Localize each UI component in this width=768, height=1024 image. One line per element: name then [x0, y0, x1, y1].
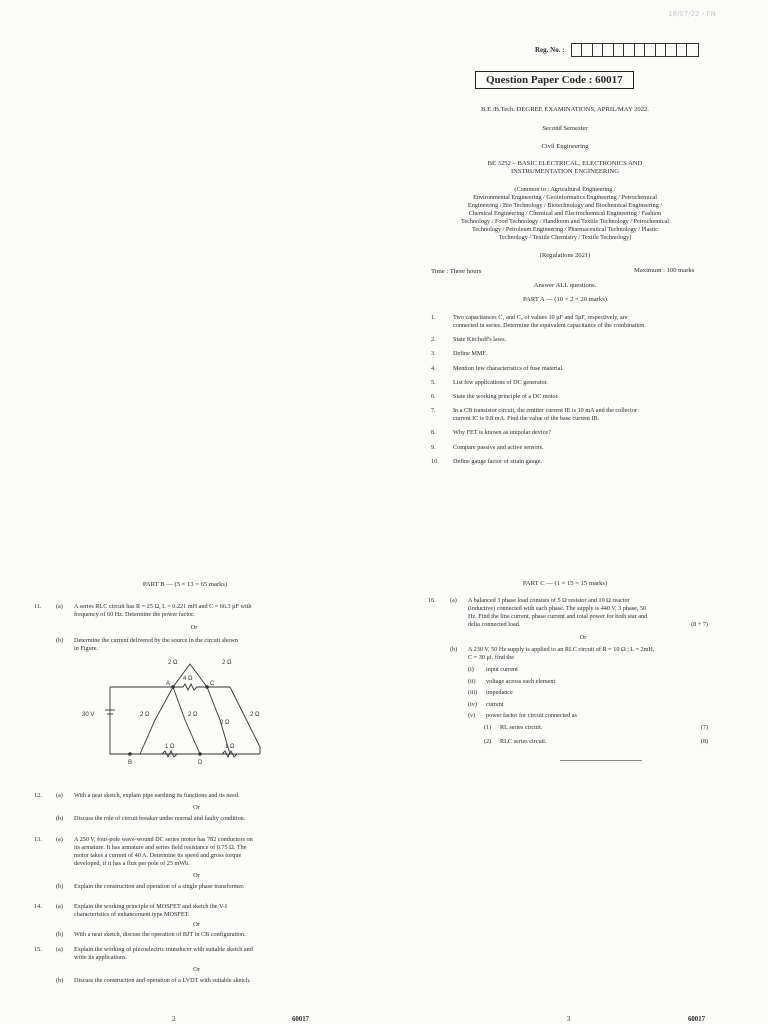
question-sub: (b) — [450, 646, 458, 653]
question-7 — [431, 407, 711, 423]
question-line: With a neat sketch, explain pipe earthing its functions and its need. — [74, 792, 240, 799]
sub-item-text: input current — [486, 666, 518, 673]
subject-line-1: BE 3252 – BASIC ELECTRICAL, ELECTRONICS AND — [487, 160, 643, 167]
or-separator: Or — [193, 804, 200, 811]
part-a-questions — [431, 314, 711, 472]
question-text — [453, 407, 711, 423]
question-line: frequency of 60 Hz. Determine the power factor. — [74, 611, 195, 618]
sub-sub-item-number: (2) — [484, 737, 492, 745]
reg-no-digit-box[interactable] — [687, 44, 698, 56]
r-mid-label: 4 Ω — [183, 676, 193, 682]
r-center-left-label: 2 Ω — [188, 712, 198, 718]
paper-code-right: 60017 — [688, 1016, 705, 1023]
label-c: C — [210, 681, 215, 687]
question-text — [453, 379, 711, 387]
question-line: delta connected load. — [468, 621, 521, 628]
question-4 — [431, 365, 711, 373]
r-top-right-label: 2 Ω — [222, 660, 232, 666]
question-15b — [34, 977, 329, 985]
question-sub: (a) — [56, 836, 63, 843]
question-text — [74, 977, 329, 985]
branch: Civil Engineering — [541, 143, 589, 150]
part-a-heading: PART A — (10 × 2 = 20 marks) — [523, 296, 607, 303]
node-a — [171, 685, 175, 689]
part-c-questions — [428, 597, 708, 761]
reg-no-field[interactable] — [535, 43, 699, 57]
question-line: Explain the construction and operation of a single phase transformer. — [74, 883, 245, 890]
reg-no-digit-box[interactable] — [624, 44, 635, 56]
question-sub: (b) — [56, 637, 64, 644]
question-text — [74, 903, 329, 919]
question-text — [74, 836, 329, 868]
question-number: 5. — [431, 378, 436, 386]
reg-no-digit-box[interactable] — [582, 44, 593, 56]
part-b-heading: PART B — (5 × 13 = 65 marks) — [142, 581, 228, 588]
question-text — [453, 365, 711, 373]
sub-item-text: current — [486, 700, 504, 708]
question-text — [74, 883, 329, 891]
question-line: In a CB transistor circuit, the emitter current IE is 10 mA and the collector — [453, 407, 638, 415]
question-number: 12. — [34, 792, 42, 799]
question-line: developed, if it has a flux per pole of 25 mWb. — [74, 860, 190, 867]
question-line: Hz. Find the line current, phase current and total power for both star and — [468, 613, 648, 620]
question-paper-code: Question Paper Code : 60017 — [475, 71, 634, 89]
or-separator: Or — [190, 624, 198, 631]
sub-sub-item-text: RL series circuit. — [500, 723, 543, 731]
question-9 — [431, 444, 711, 452]
regulations: (Regulations 2021) — [539, 252, 591, 259]
question-13a — [34, 836, 329, 868]
question-line: With a neat sketch, discuss the operation of BJT in CB configuration. — [74, 931, 246, 938]
common-line: Technology / Petroleum Engineering / Pharmaceutical Technology / Plastic — [472, 226, 658, 233]
question-text — [453, 314, 711, 330]
question-text — [74, 946, 329, 962]
question-number: 16. — [428, 597, 436, 604]
question-sub: (a) — [56, 792, 63, 799]
question-11a — [34, 603, 324, 619]
question-text — [453, 429, 711, 437]
question-line: Explain the working principle of MOSFET and sketch the V-I — [74, 903, 228, 910]
question-line: Mention few characteristics of fuse material. — [453, 364, 564, 372]
question-line: State Kirchoff's laws. — [453, 336, 507, 344]
page-number-right: 3 — [567, 1016, 571, 1023]
common-line: Technology / Textile Chemistry / Textile Technology) — [498, 234, 632, 241]
question-16a — [428, 597, 708, 629]
question-number: 8. — [431, 429, 436, 437]
question-number: 11. — [34, 603, 42, 610]
sub-sub-item — [484, 738, 708, 746]
subject-line-2: INSTRUMENTATION ENGINEERING — [510, 168, 620, 175]
common-line: Chemical Engineering / Chemical and Electrochemical Engineering / Fashion — [468, 210, 662, 217]
question-text — [453, 350, 711, 358]
or-separator: Or — [193, 966, 200, 973]
question-6 — [431, 393, 711, 401]
r-center-right-label: 2 Ω — [220, 720, 230, 726]
resistor-4ohm — [173, 684, 207, 690]
question-line: C = 30 μf. find the — [468, 654, 514, 661]
node-c — [205, 685, 209, 689]
question-line: List few applications of DC generator. — [453, 378, 548, 386]
question-13b — [34, 883, 329, 891]
question-line: Why FET is known as unipolar device? — [453, 429, 551, 437]
reg-no-digit-box[interactable] — [603, 44, 614, 56]
sub-item-number: (iv) — [468, 700, 477, 708]
question-line: characteristics of enhancement type MOSFET. — [74, 911, 190, 918]
wire-left — [110, 687, 130, 754]
sub-sub-item-number: (1) — [484, 723, 492, 731]
question-line: write its applications. — [74, 954, 128, 961]
part-b-questions-cont — [34, 792, 329, 985]
question-line: its armature. It has armature and series field resistance of 0.75 Ω. The — [74, 844, 247, 851]
sub-items — [468, 666, 708, 720]
question-line: connected in series. Determine the equivalent capacitance of the combination. — [453, 322, 646, 329]
question-sub: (a) — [56, 903, 63, 910]
question-text — [453, 458, 711, 466]
question-number: 6. — [431, 392, 436, 400]
question-1 — [431, 314, 711, 330]
question-sub: (b) — [56, 815, 64, 822]
sub-item — [468, 666, 708, 674]
question-sub: (a) — [56, 946, 63, 953]
question-text — [74, 792, 329, 800]
paper-code-left: 60017 — [292, 1016, 309, 1023]
circuit-diagram — [70, 652, 280, 782]
question-line-with-marks — [468, 621, 708, 629]
question-text — [74, 603, 324, 619]
question-line: Determine the current delivered by the source in the circuit shown — [74, 637, 238, 644]
question-line: State the working principle of a DC motor. — [453, 392, 559, 400]
sub-sub-item-text: RLC series circuit. — [500, 737, 547, 745]
question-line: A series RLC circuit has R = 25 Ω, L = 0.221 mH and C = 66.3 μF with — [74, 603, 252, 610]
sub-sub-item — [484, 724, 708, 732]
question-text — [453, 336, 711, 344]
sub-item-text: impedance — [486, 689, 513, 697]
wire-right-diag — [230, 687, 260, 754]
question-text — [74, 931, 329, 939]
question-number: 14. — [34, 903, 42, 910]
sub-item-number: (i) — [468, 666, 474, 673]
question-text — [453, 393, 711, 401]
question-number: 13. — [34, 836, 42, 843]
question-line: in Figure. — [74, 645, 99, 652]
question-line: (inductive) connected with each phase. The supply is 440 V, 3 phase, 50 — [468, 605, 647, 612]
handwritten-date: 18/07/22 - FN — [668, 10, 716, 18]
reg-no-digit-box[interactable] — [666, 44, 677, 56]
sub-item-number: (v) — [468, 712, 476, 720]
question-line: Define MMF. — [453, 350, 487, 358]
question-sub: (a) — [450, 597, 457, 604]
question-number: 10. — [431, 457, 439, 465]
sub-item — [468, 712, 708, 720]
or-separator: Or — [579, 634, 587, 641]
question-line: Explain the working of piezoelectric transducer with suitable sketch and — [74, 946, 253, 953]
question-sub: (b) — [56, 977, 64, 984]
question-text — [74, 637, 324, 653]
question-line: Compare passive and active sensors. — [453, 443, 544, 451]
question-text — [74, 815, 329, 823]
end-rule — [560, 760, 642, 761]
node-b — [128, 752, 132, 756]
label-b: B — [128, 760, 133, 766]
r-right-label: 2 Ω — [250, 712, 260, 718]
r-left-label: 2 Ω — [140, 712, 150, 718]
reg-no-digit-box[interactable] — [656, 44, 667, 56]
part-b-questions — [34, 603, 324, 653]
common-line: Environmental Engineering / Geoinformatics Engineering / Petrochemical — [473, 194, 657, 201]
source-label: 30 V — [82, 712, 95, 718]
reg-no-digit-box[interactable] — [645, 44, 656, 56]
question-14b — [34, 931, 329, 939]
question-number: 3. — [431, 350, 436, 358]
part-c-heading: PART C — (1 × 15 = 15 marks) — [522, 580, 608, 587]
reg-no-digit-box[interactable] — [614, 44, 625, 56]
question-15a — [34, 946, 329, 962]
sub-item-number: (ii) — [468, 677, 476, 685]
reg-no-digit-box[interactable] — [677, 44, 688, 56]
question-number: 4. — [431, 364, 436, 372]
r-bottom-right-label: 1 Ω — [225, 744, 235, 750]
or-separator: Or — [193, 872, 200, 879]
semester: Second Semester — [542, 125, 588, 132]
marks: (8) — [700, 737, 708, 745]
reg-no-digit-box[interactable] — [593, 44, 604, 56]
question-line: current IC is 9.8 mA. Find the value of the base current IB. — [453, 415, 600, 423]
sub-item — [468, 678, 708, 686]
wire-inner-left — [173, 687, 200, 754]
sub-item-text: voltage across each element — [486, 677, 556, 685]
r-bottom-left-label: 1 Ω — [165, 744, 175, 750]
question-10 — [431, 458, 711, 466]
reg-no-digit-box[interactable] — [635, 44, 646, 56]
question-11b — [34, 637, 324, 653]
node-d — [198, 752, 202, 756]
question-line: Two capacitances C₁ and C₂ of values 10 μF and 5μF, respectively, are — [453, 314, 628, 321]
question-text — [468, 646, 708, 662]
common-line: (Common to : Agricultural Engineering / — [514, 186, 616, 193]
time-allowed: Time : Three hours — [431, 268, 482, 275]
common-line: Technology / Food Technology / Handloom and Textile Technology / Petrochemical — [461, 218, 669, 225]
question-3 — [431, 350, 711, 358]
sub-item — [468, 689, 708, 697]
question-text — [453, 444, 711, 452]
label-d: D — [198, 760, 203, 766]
or-separator: Or — [193, 921, 200, 928]
question-5 — [431, 379, 711, 387]
question-sub: (b) — [56, 883, 64, 890]
answer-all: Answer ALL questions. — [533, 282, 597, 289]
question-number: 2. — [431, 336, 436, 344]
exam-title: B.E./B.Tech. DEGREE EXAMINATIONS, APRIL/MAY 2022. — [481, 106, 649, 113]
question-8 — [431, 429, 711, 437]
question-line: motor takes a current of 40 A. Determine its speed and gross torque — [74, 852, 242, 859]
question-line: Discuss the construction and operation of a LVDT with suitable sketch. — [74, 977, 251, 984]
question-number: 7. — [431, 407, 436, 415]
page-number-left: 2 — [172, 1016, 176, 1023]
question-line: A 230 V, 50 Hz supply is applied to an RLC circuit of R = 10 Ω ; L = 2mH, — [468, 646, 655, 653]
reg-no-boxes[interactable] — [571, 43, 699, 57]
marks: (7) — [700, 723, 708, 731]
question-line: A 250 V, four-pole wave-wound DC series motor has 782 conductors on — [74, 836, 253, 843]
common-line: Engineering / Bio Technology / Biotechnology and Biochemical Engineering / — [467, 202, 663, 209]
question-number: 15. — [34, 946, 42, 953]
question-number: 1. — [431, 314, 436, 321]
question-14a — [34, 903, 329, 919]
sub-item — [468, 701, 708, 709]
question-12b — [34, 815, 329, 823]
question-2 — [431, 336, 711, 344]
reg-no-label: Reg. No. : — [535, 46, 565, 54]
sub-item-text: power factor for circuit connected as — [486, 712, 577, 720]
question-sub: (a) — [56, 603, 63, 610]
question-line: Define gauge factor of strain gauge. — [453, 457, 542, 465]
question-16b — [428, 646, 708, 662]
question-line: A balanced 3 phase load consists of 5 Ω resistor and 10 Ω reactor — [468, 597, 630, 604]
sub-item-number: (iii) — [468, 689, 478, 697]
maximum-marks: Maximum : 100 marks — [634, 267, 695, 274]
common-to-block — [425, 186, 705, 242]
marks: (8 + 7) — [691, 621, 708, 628]
r-top-left-label: 2 Ω — [168, 660, 178, 666]
label-a: A — [166, 681, 171, 687]
question-12a — [34, 792, 329, 800]
question-text — [468, 597, 708, 629]
question-number: 9. — [431, 443, 436, 451]
sub-sub-items — [484, 724, 708, 746]
question-line: Discuss the role of circuit breaker under normal and faulty condition. — [74, 815, 246, 822]
reg-no-digit-box[interactable] — [572, 44, 583, 56]
question-sub: (b) — [56, 931, 64, 938]
